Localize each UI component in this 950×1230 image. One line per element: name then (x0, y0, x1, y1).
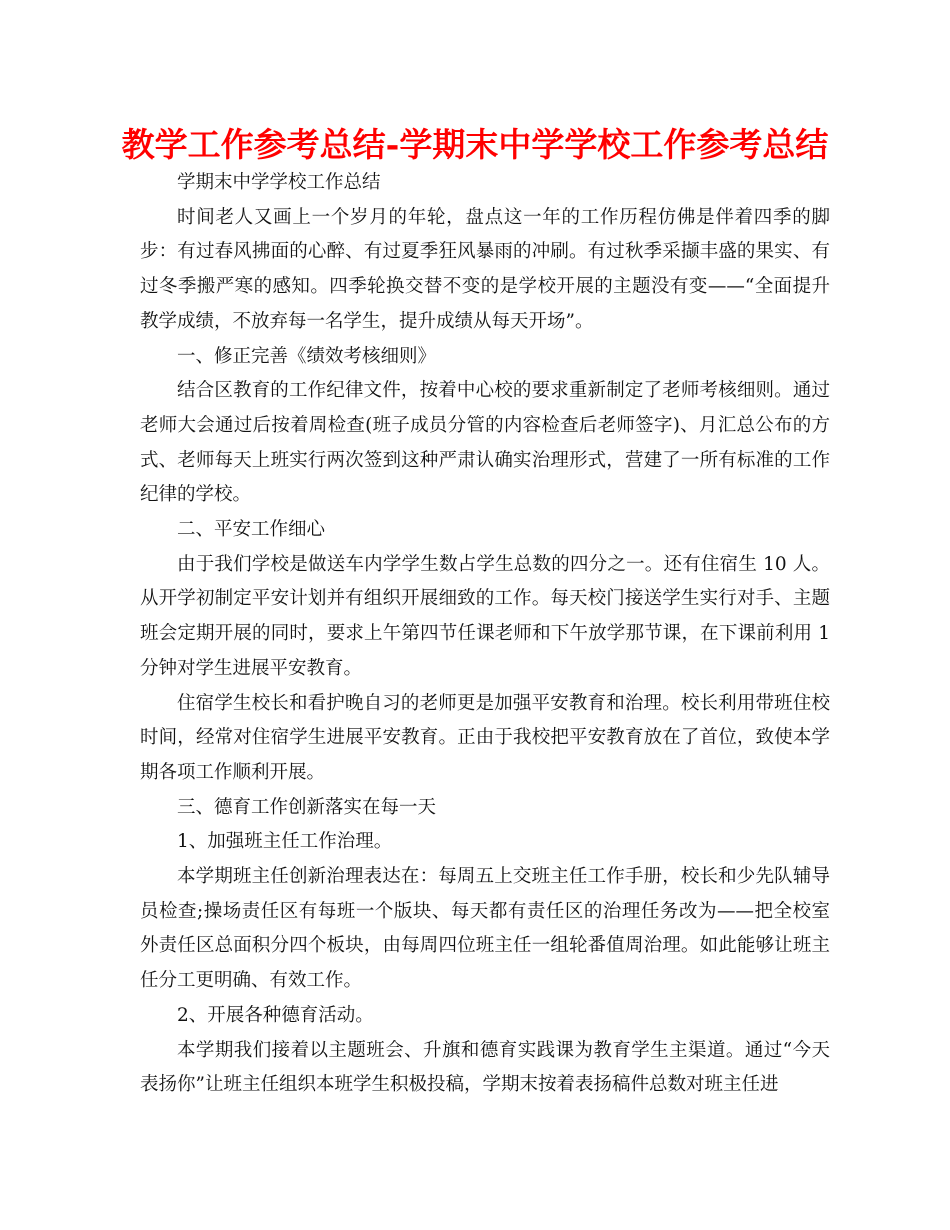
body-paragraph: 结合区教育的工作纪律文件，按着中心校的要求重新制定了老师考核细则。通过老师大会通过后按着周检查(班子成员分管的内容检查后老师签字)、月汇总公布的方式、老师每天上班实行两次签到这种严肃认确实治理形式，营建了一所有标准的工作纪律的学校。 (140, 380, 830, 506)
body-paragraph: 时间老人又画上一个岁月的年轮，盘点这一年的工作历程仿佛是伴着四季的脚步：有过春风拂面的心醉、有过夏季狂风暴雨的冲刷。有过秋季采撷丰盛的果实、有过冬季搬严寒的感知。四季轮换交替不变的是学校开展的主题没有变——“全面提升教学成绩，不放弃每一名学生，提升成绩从每天开场”。 (140, 206, 830, 332)
subsection-heading: 1、加强班主任工作治理。 (177, 831, 393, 853)
body-paragraph: 由于我们学校是做送车内学学生数占学生总数的四分之一。还有住宿生 10 人。从开学初制定平安计划并有组织开展细致的工作。每天校门接送学生实行对手、主题班会定期开展的同时，要求上午第四节任课老师和下午放学那节课，在下课前利用 1 分钟对学生进展平安教育。 (140, 553, 830, 679)
body-paragraph: 住宿学生校长和看护晚自习的老师更是加强平安教育和治理。校长利用带班住校时间，经常对住宿学生进展平安教育。正由于我校把平安教育放在了首位，致使本学期各项工作顺利开展。 (140, 692, 830, 783)
section-heading: 二、平安工作细心 (177, 519, 326, 541)
section-heading: 三、德育工作创新落实在每一天 (177, 796, 437, 818)
body-paragraph: 本学期我们接着以主题班会、升旗和德育实践课为教育学生主渠道。通过“今天表扬你”让班主任组织本班学生积极投稿，学期末按着表扬稿件总数对班主任进 (140, 1039, 830, 1096)
subsection-heading: 2、开展各种德育活动。 (177, 1004, 374, 1026)
document-body (140, 166, 830, 1103)
document-title: 教学工作参考总结-学期末中学学校工作参考总结 (121, 125, 829, 164)
section-heading: 一、修正完善《绩效考核细则》 (177, 345, 437, 367)
subtitle-paragraph: 学期末中学学校工作总结 (177, 172, 381, 193)
body-paragraph: 本学期班主任创新治理表达在：每周五上交班主任工作手册，校长和少先队辅导员检查;操场责任区有每班一个版块、每天都有责任区的治理任务改为——把全校室外责任区总面积分四个板块，由每周四位班主任一组轮番值周治理。如此能够让班主任分工更明确、有效工作。 (140, 866, 830, 992)
